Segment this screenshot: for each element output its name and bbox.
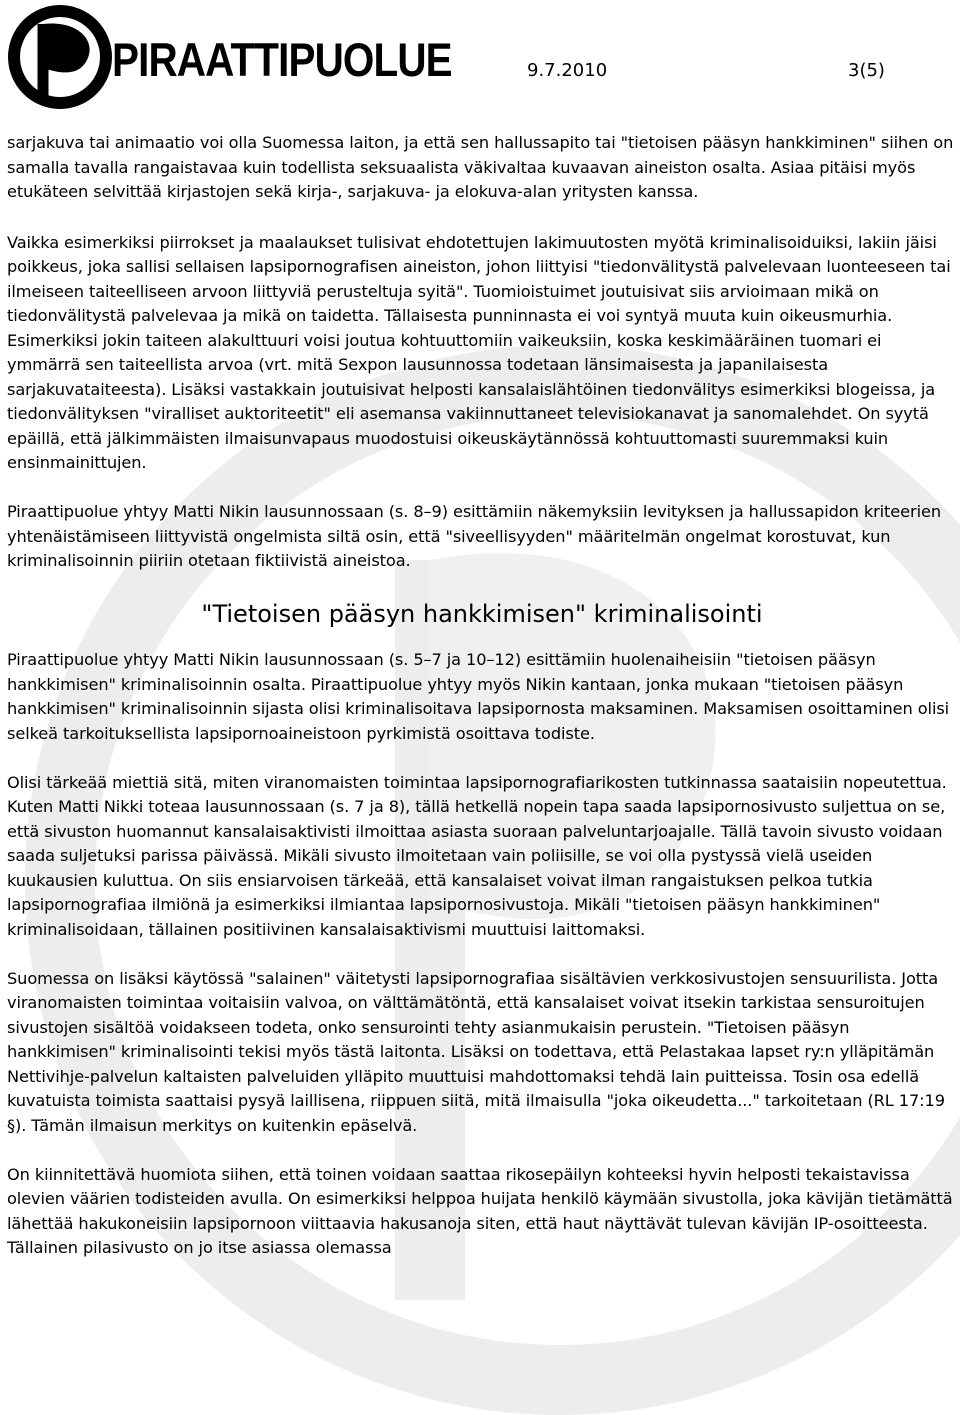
page-number: 3(5) (848, 60, 885, 81)
document-body (7, 131, 957, 1285)
paragraph: Piraattipuolue yhtyy Matti Nikin lausunnossaan (s. 5–7 ja 10–12) esittämiin huolenaiheisiin "tietoisen pääsyn hankkimisen" kriminalisoinnin osalta. Piraattipuolue yhtyy myös Nikin kantaan, jonka mukaan "tietoisen pääsyn hankkimisen" kriminalisoinnin sijasta olisi kriminalisoitava lapsipornosta maksaminen. Maksamisen osoittaminen olisi selkeä tarkoituksellista lapsipornoaineistoon pyrkimistä osoittava todiste. (7, 650, 950, 743)
section-heading: "Tietoisen pääsyn hankkimisen" kriminalisointi (201, 600, 763, 628)
paragraph: Piraattipuolue yhtyy Matti Nikin lausunnossaan (s. 8–9) esittämiin näkemyksiin levityksen ja hallussapidon kriteerien yhtenäistämiseen liittyvistä ongelmista siltä osin, että "siveellisyyden" määritelmän ongelmat korostuvat, kun kriminalisoinnin piiriin otetaan fiktiivistä aineistoa. (7, 502, 941, 570)
document-date: 9.7.2010 (527, 60, 608, 81)
paragraph: Olisi tärkeää miettiä sitä, miten viranomaisten toimintaa lapsipornografiarikosten tutkinnassa saataisiin nopeutettua. Kuten Matti Nikki toteaa lausunnossaan (s. 7 ja 8), tällä hetkellä nopein tapa saada lapsipornosivusto suljettua on se, että sivuston huomannut kansalaisaktivisti ilmoittaa asiasta suoraan palveluntarjoajalle. Tällä tavoin sivusto voidaan saada suljetuksi parissa päivässä. Mikäli sivusto ilmoitetaan vain poliisille, se voi olla pystyssä vielä useiden kuukausien kuluttua. On siis ensiarvoisen tärkeää, että kansalaiset voivat ilman rangaistuksen pelkoa tutkia lapsipornografiaa ilmiönä ja esimerkiksi ilmiantaa lapsipornosivustoja. Mikäli "tietoisen pääsyn hankkiminen" kriminalisoidaan, tällainen positiivinen kansalaisaktivismi muuttuisi laittomaksi. (7, 772, 947, 939)
paragraph: Vaikka esimerkiksi piirrokset ja maalaukset tulisivat ehdotettujen lakimuutosten myötä kriminalisoiduiksi, lakiin jäisi poikkeus, joka sallisi sellaisen lapsipornografisen aineiston, johon liittyisi "tiedonvälitystä palvelevaan luonteeseen tai ilmeiseen taiteelliseen arvoon liittyviä perusteltuja syitä". Tuomioistuimet joutuisivat siis arvioimaan mikä on tiedonvälitystä palvelevaa ja mikä on taidetta. Tällaisesta punninnasta ei voi syntyä muuta kuin oikeusmurhia. Esimerkiksi jokin taiteen alakulttuuri voisi joutua kohtuuttomiin vaikeuksiin, koska keskimääräinen tuomari ei ymmärrä sen taiteellista arvoa (vrt. mitä Sexpon lausunnossa todetaan länsimaisesta ja japanilaisesta sarjakuvataiteesta). Lisäksi vastakkain joutuisivat helposti kansalaislähtöinen tiedonvälitys esimerkiksi blogeissa, ja tiedonvälityksen "viralliset auktoriteetit" eli asemansa vakiinnuttaneet televisiokanavat ja sanomalehdet. On syytä epäillä, että jälkimmäisten ilmaisunvapaus muodostuisi oikeuskäytännössä kohtuuttomasti suuremmaksi kuin ensinmainittujen. (7, 232, 951, 472)
page-header (0, 0, 960, 110)
paragraph: Suomessa on lisäksi käytössä "salainen" väitetysti lapsipornografiaa sisältävien verkkosivustojen sensuurilista. Jotta viranomaisten toimintaa voitaisiin valvoa, on välttämätöntä, että kansalaiset voivat itsekin tarkistaa sensuroitujen sivustojen sisältöä voidakseen todeta, onko sensurointi tehty asianmukaisin perustein. "Tietoisen pääsyn hankkimisen" kriminalisointi tekisi myös tästä laitonta. Lisäksi on todettava, että Pelastakaa lapset ry:n ylläpitämän Nettivihje-palvelun kaltaisten palveluiden ylläpito muuttuisi mahdottomaksi tehdä lain puitteissa. Tosin osa edellä kuvatuista toimista saattaisi pysyä laillisena, riippuen siitä, mitä ilmaisulla "joka oikeudetta..." tarkoitetaan (RL 17:19 §). Tämän ilmaisun merkitys on kuitenkin epäselvä. (7, 968, 945, 1135)
brand-name: PIRAATTIPUOLUE (112, 33, 452, 86)
paragraph: On kiinnitettävä huomiota siihen, että toinen voidaan saattaa rikosepäilyn kohteeksi hyvin helposti tekaistavissa olevien väärien todisteiden avulla. On esimerkiksi helppoa huijata henkilö käymään sivustolla, joka kävijän tietämättä lähettää hakukoneisiin lapsipornoon viittaavia hakusanoja siten, että haut näyttävät tulevan kävijän IP-osoitteesta. Tällainen pilasivusto on jo itse asiassa olemassa (7, 1164, 953, 1257)
pirate-sail-logo-icon (5, 2, 115, 112)
paragraph: sarjakuva tai animaatio voi olla Suomessa laiton, ja että sen hallussapito tai "tietoisen pääsyn hankkiminen" siihen on samalla tavalla rangaistavaa kuin todellista seksuaalista väkivaltaa kuvaavan aineiston osalta. Asiaa pitäisi myös etukäteen selvittää kirjastojen sekä kirja-, sarjakuva- ja elokuva-alan yritysten kanssa. (7, 133, 954, 201)
